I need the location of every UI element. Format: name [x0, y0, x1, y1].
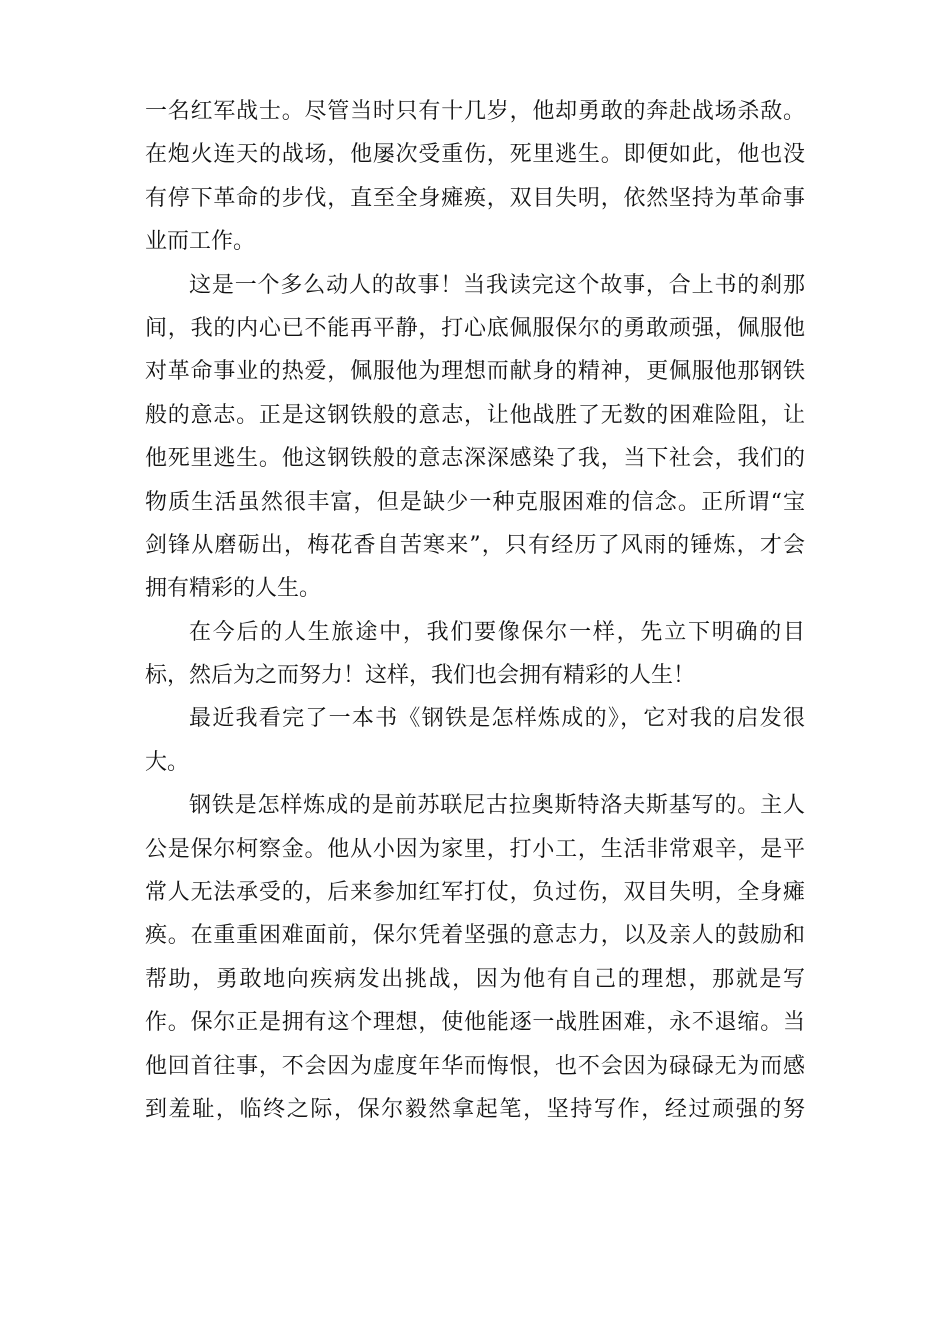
text-line: 大。 [145, 749, 190, 775]
text-line: 拥有精彩的人生。 [145, 576, 322, 602]
text-line: 对革命事业的热爱，佩服他为理想而献身的精神，更佩服他那钢铁 [145, 359, 805, 385]
text-line: 作。保尔正是拥有这个理想，使他能逐一战胜困难，永不退缩。当 [145, 1010, 805, 1036]
text-line: 公是保尔柯察金。他从小因为家里，打小工，生活非常艰辛，是平 [145, 836, 805, 862]
paragraph-first-line: 这是一个多么动人的故事！当我读完这个故事，合上书的刹那 [189, 272, 805, 298]
text-line: 常人无法承受的，后来参加红军打仗，负过伤，双目失明，全身瘫 [145, 880, 805, 906]
text-line: 物质生活虽然很丰富，但是缺少一种克服困难的信念。正所谓“宝 [145, 489, 805, 515]
text-line: 他死里逃生。他这钢铁般的意志深深感染了我，当下社会，我们的 [145, 446, 805, 472]
text-line: 业而工作。 [145, 229, 256, 255]
text-line: 帮助，勇敢地向疾病发出挑战，因为他有自己的理想，那就是写 [145, 966, 805, 992]
text-line: 间，我的内心已不能再平静，打心底佩服保尔的勇敢顽强，佩服他 [145, 315, 805, 341]
text-line: 标，然后为之而努力！这样，我们也会拥有精彩的人生！ [145, 663, 696, 689]
text-line: 他回首往事，不会因为虚度年华而悔恨，也不会因为碌碌无为而感 [145, 1053, 805, 1079]
text-line: 痪。在重重困难面前，保尔凭着坚强的意志力，以及亲人的鼓励和 [145, 923, 805, 949]
text-line: 在炮火连天的战场，他屡次受重伤，死里逃生。即便如此，他也没 [145, 142, 805, 168]
text-line: 般的意志。正是这钢铁般的意志，让他战胜了无数的困难险阻，让 [145, 402, 805, 428]
paragraph-first-line: 最近我看完了一本书《钢铁是怎样炼成的》，它对我的启发很 [189, 706, 805, 732]
body-text [145, 90, 805, 1131]
paragraph-first-line: 在今后的人生旅途中，我们要像保尔一样，先立下明确的目 [189, 619, 805, 645]
text-line: 一名红军战士。尽管当时只有十几岁，他却勇敢的奔赴战场杀敌。 [145, 99, 805, 124]
text-line: 有停下革命的步伐，直至全身瘫痪，双目失明，依然坚持为革命事 [145, 185, 805, 211]
paragraph-first-line: 钢铁是怎样炼成的是前苏联尼古拉奥斯特洛夫斯基写的。主人 [189, 793, 805, 819]
text-line: 剑锋从磨砺出，梅花香自苦寒来”，只有经历了风雨的锤炼，才会 [145, 532, 805, 558]
text-line: 到羞耻，临终之际，保尔毅然拿起笔，坚持写作，经过顽强的努 [145, 1096, 805, 1122]
